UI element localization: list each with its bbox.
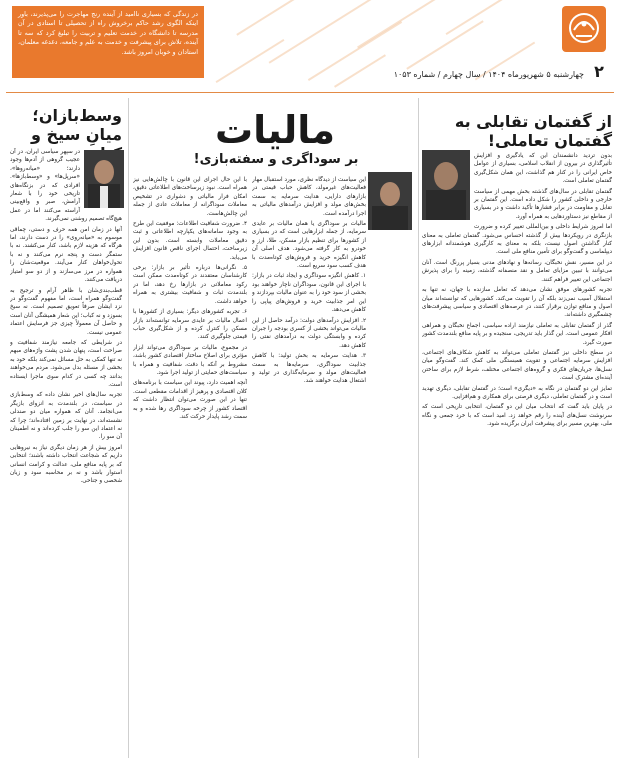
middle-article-col-1 (252, 176, 366, 758)
middle-author-photo (368, 172, 412, 230)
header-rule (6, 92, 614, 93)
page-header (0, 0, 620, 92)
paragraph: گذر از گفتمان تقابلی به تعاملی نیازمند اراده سیاسی، اجماع نخبگان و همراهی افکار عمومی است. این گذار باید تدریجی، سنجیده و بر پایه منافع بلندمدت کشور صورت گیرد. (422, 322, 612, 346)
paragraph: در شرایطی که جامعه نیازمند شفافیت و صراحت است، پنهان شدن پشت واژه‌های مبهم نه تنها کمکی به حل مسائل نمی‌کند بلکه خود به بخشی از مسئله بدل می‌شود. مردم می‌خواهند بدانند چه کسی در کدام سوی ماجرا ایستاده است. (10, 339, 122, 388)
column-divider (128, 98, 129, 758)
left-article-body (10, 148, 122, 758)
paragraph: اما امروز شرایط داخلی و بین‌المللی تغییر کرده و ضرورت بازنگری در رویکردها بیش از گذشته احساس می‌شود. گفتمان تعاملی به معنای کنار گذاشتن اصول نیست، بلکه به معنای به کارگیری هوشمندانه ابزارهای دیپلماسی و گفت‌وگو برای تأمین منافع ملی است. (422, 224, 612, 256)
paragraph: تمایز این دو گفتمان در نگاه به «دیگری» است؛ در گفتمان تقابلی، دیگری تهدید است و در گفتمان تعاملی، دیگری فرصتی برای همکاری و هم‌افزایی. (422, 385, 612, 400)
paragraph: قطب‌بندی‌شان با ظاهر آرام و ترجیح به گفت‌وگو همراه است، اما مفهوم گفت‌وگو در نزد ایشان صرفاً تعویق تصمیم است. نه سیخ بسوزد و نه کباب؛ این شعار همیشگی آنان است و حاصل آن معمولاً چیزی جز فرسایش اعتماد عمومی نیست. (10, 287, 122, 336)
paragraph: در این مسیر، نقش نخبگان، رسانه‌ها و نهادهای مدنی بسیار پررنگ است. آنان می‌توانند با تبیین مزایای تعامل و نقد منصفانه گذشته، زمینه را برای پذیرش اجتماعی این تغییر فراهم کنند. (422, 259, 612, 283)
middle-article-subtitle: بر سوداگری و سفته‌بازی! (193, 152, 359, 167)
left-article-title: وسط‌بازان؛ میانِ سیخ و (31, 106, 122, 144)
paragraph: در سپهر سیاسی ایران، در آن عجیب گروهی از آدم‌ها وجود دارند؛ «میانه‌روها»، «سرپل‌ها» و «وسط‌بازها». افرادی که در بزنگاه‌های تاریخی خود را با شعار آرامش، صبر و واقع‌بینی آراسته می‌کنند اما در عمل هیچ‌گاه تصمیم روشنی نمی‌گیرند. (10, 149, 122, 223)
column-divider (418, 98, 419, 758)
paragraph: امروز بیش از هر زمان دیگری نیاز به نیروهایی داریم که شجاعت انتخاب داشته باشند؛ انتخابی که بر پایه منافع ملی، عدالت و کرامت انسانی استوار باشد و نه بر محاسبه سود و زیان شخصی و جناحی. (10, 444, 122, 485)
paragraph: در سطح داخلی نیز گفتمان تعاملی می‌تواند به کاهش شکاف‌های اجتماعی، افزایش سرمایه اجتماعی و تقویت همبستگی ملی کمک کند. گفت‌وگو میان نسل‌ها، جریان‌های فکری و گروه‌های اجتماعی مختلف، شرط لازم برای ساختن آینده‌ای مشترک است. (422, 349, 612, 382)
paragraph: مالیات بر سوداگری یا همان مالیات بر عایدی سرمایه، از جمله ابزارهایی است که در بسیاری از کشورها برای تنظیم بازار مسکن، طلا، ارز و خودرو به کار گرفته می‌شود. هدف اصلی آن کاهش انگیزه خرید و فروش‌های کوتاه‌مدت با هدف کسب سود سریع است. (252, 221, 366, 270)
paragraph: آنها در زمان امن همه حرف و دستی، چماقی موسوم به «میانه‌روی» را در دست دارند، اما هرگاه که هزینه لازم باشد، کنار می‌کشند. نه با ستمگر دست و پنجه نرم می‌کنند و نه با تحول‌خواهان کنار می‌آیند. موقعیت‌شان را همواره در مرز می‌سازند و از دو سو امتیاز دریافت می‌کنند. (10, 226, 122, 284)
paragraph: در پایان باید گفت که انتخاب میان این دو گفتمان، انتخابی تاریخی است که سرنوشت نسل‌های آینده را رقم خواهد زد. امید است که با خرد جمعی و نگاه ملی، بهترین مسیر برای پیشرفت ایران برگزیده شود. (422, 404, 612, 428)
paragraph: آنچه اهمیت دارد، پیوند این سیاست با برنامه‌های کلان اقتصادی و پرهیز از اقدامات مقطعی است. تنها در این صورت می‌توان انتظار داشت که اقتصاد کشور از چرخه سوداگری رها شده و به سمت رشد پایدار حرکت کند. (133, 380, 247, 420)
paragraph: تجربه کشورهای موفق نشان می‌دهد که تعامل سازنده با جهان، نه تنها به استقلال آسیب نمی‌زند بلکه آن را تقویت می‌کند. کشورهایی که توانسته‌اند میان اصول و منافع توازن برقرار کنند، در عرصه‌های اقتصادی و سیاسی پیشرفت‌های چشمگیری داشته‌اند. (422, 287, 612, 319)
paragraph: ۲. افزایش درآمدهای دولت: درآمد حاصل از این مالیات می‌تواند بخشی از کسری بودجه را جبران کرده و وابستگی دولت به درآمدهای نفتی را کاهش دهد. (252, 317, 366, 349)
paragraph: تجربه سال‌های اخیر نشان داده که وسط‌بازی در سیاست، در بلندمدت به انزوای بازیگر می‌انجامد. آنان که همواره میان دو صندلی نشسته‌اند، در نهایت بر زمین افتاده‌اند؛ چرا که نه اعتماد این سو را جلب کرده‌اند و نه اطمینان آن سو را. (10, 392, 122, 441)
paragraph: گفتمان تقابلی در سال‌های گذشته بخش مهمی از سیاست خارجی و داخلی کشور را شکل داده است. این گفتمان بر تقابل و مقاومت در برابر فشارها تأکید داشت و در بسیاری از مقاطع نیز دستاوردهایی به همراه آورد. (474, 188, 612, 220)
right-article-body (422, 152, 612, 758)
paragraph: این سیاست از دیدگاه نظری، مورد استقبال مهار فعالیت‌های غیرمولد، کاهش حباب قیمتی در بازارهای دارایی، هدایت سرمایه به سمت بخش‌های مولد و افزایش درآمدهای مالیاتی به اجرا درآمده است. (252, 177, 366, 217)
quote-box: در زندگی که بسیاری ناامید از آینده رنج مهاجرت را می‌پذیرند، باور اینکه الگوی رشد حاکم برخروش راه از تحصیلی تا استادی در آن مدرسه تا دانشگاه در خدمت تعلیم و تربیت را تبلیغ کرد که سه تا آینده، تلاش برای پیشرفت و خدمت به علم و جامعه، دغدغه معلمان، استادان و خوبان امروز باشد. (12, 6, 204, 78)
paragraph: در مجموع، مالیات بر سوداگری می‌تواند ابزار مؤثری برای اصلاح ساختار اقتصادی کشور باشد، مشروط بر آنکه با دقت، شفافیت و همراه با سیاست‌های حمایتی از تولید اجرا شود. (133, 344, 247, 376)
paragraph: بدون تردید دانشمندان این که یادگیری و افزایش تأثیرگذاری در بیرون از انقلاب اسلامی، بسیاری از عوامل خاص ایرانی را در کنار هم گذاشت، این همان شکل‌گیری گفتمان تعاملی است. (474, 153, 612, 185)
paragraph: با این حال اجرای این قانون با چالش‌هایی نیز همراه است. نبود زیرساخت‌های اطلاعاتی دقیق، امکان فرار مالیاتی و دشواری در تشخیص معاملات سوداگرانه از معاملات عادی از جمله این چالش‌هاست. (133, 177, 247, 217)
paragraph: ۱. کاهش انگیزه سوداگری و ایجاد ثبات در بازار: با اجرای این قانون، سوداگران ناچار خواهند بود بخشی از سود خود را به عنوان مالیات بپردازند و این امر جذابیت خرید و فروش‌های پیاپی را کاهش می‌دهد. (252, 273, 366, 314)
middle-article-title: مالیات (214, 108, 336, 152)
paragraph: ۵. نگرانی‌ها درباره تأثیر بر بازار: برخی کارشناسان معتقدند در کوتاه‌مدت ممکن است رکود معاملاتی در بازارها رخ دهد، اما در بلندمدت ثبات و شفافیت بیشتری به همراه خواهد داشت. (133, 265, 247, 305)
issue-dateline: چهارشنبه ۵ شهریورماه ۱۴۰۴ / سال چهارم / شماره ۱۰۵۳ (393, 70, 584, 79)
page-number: ۲ (594, 62, 604, 81)
middle-article-col-2 (133, 176, 247, 758)
paragraph: ۳. هدایت سرمایه به بخش تولید: با کاهش جذابیت سوداگری، سرمایه‌ها به سمت فعالیت‌های مولد و سرمایه‌گذاری در تولید و اشتغال هدایت خواهند شد. (252, 353, 366, 385)
paragraph: ۴. ضرورت شفافیت اطلاعات: موفقیت این طرح به وجود سامانه‌های یکپارچه اطلاعاتی و ثبت دقیق معاملات وابسته است. بدون این زیرساخت، احتمال اجرای ناقص قانون افزایش می‌یابد. (133, 221, 247, 261)
paragraph: ۶. تجربه کشورهای دیگر: بسیاری از کشورها با اعمال مالیات بر عایدی سرمایه توانسته‌اند بازار مسکن را کنترل کرده و از شکل‌گیری حباب قیمتی جلوگیری کنند. (133, 309, 247, 341)
newspaper-logo (562, 6, 606, 68)
right-article-title: از گفتمان تقابلی به گفتمان تعاملی! (454, 112, 612, 150)
